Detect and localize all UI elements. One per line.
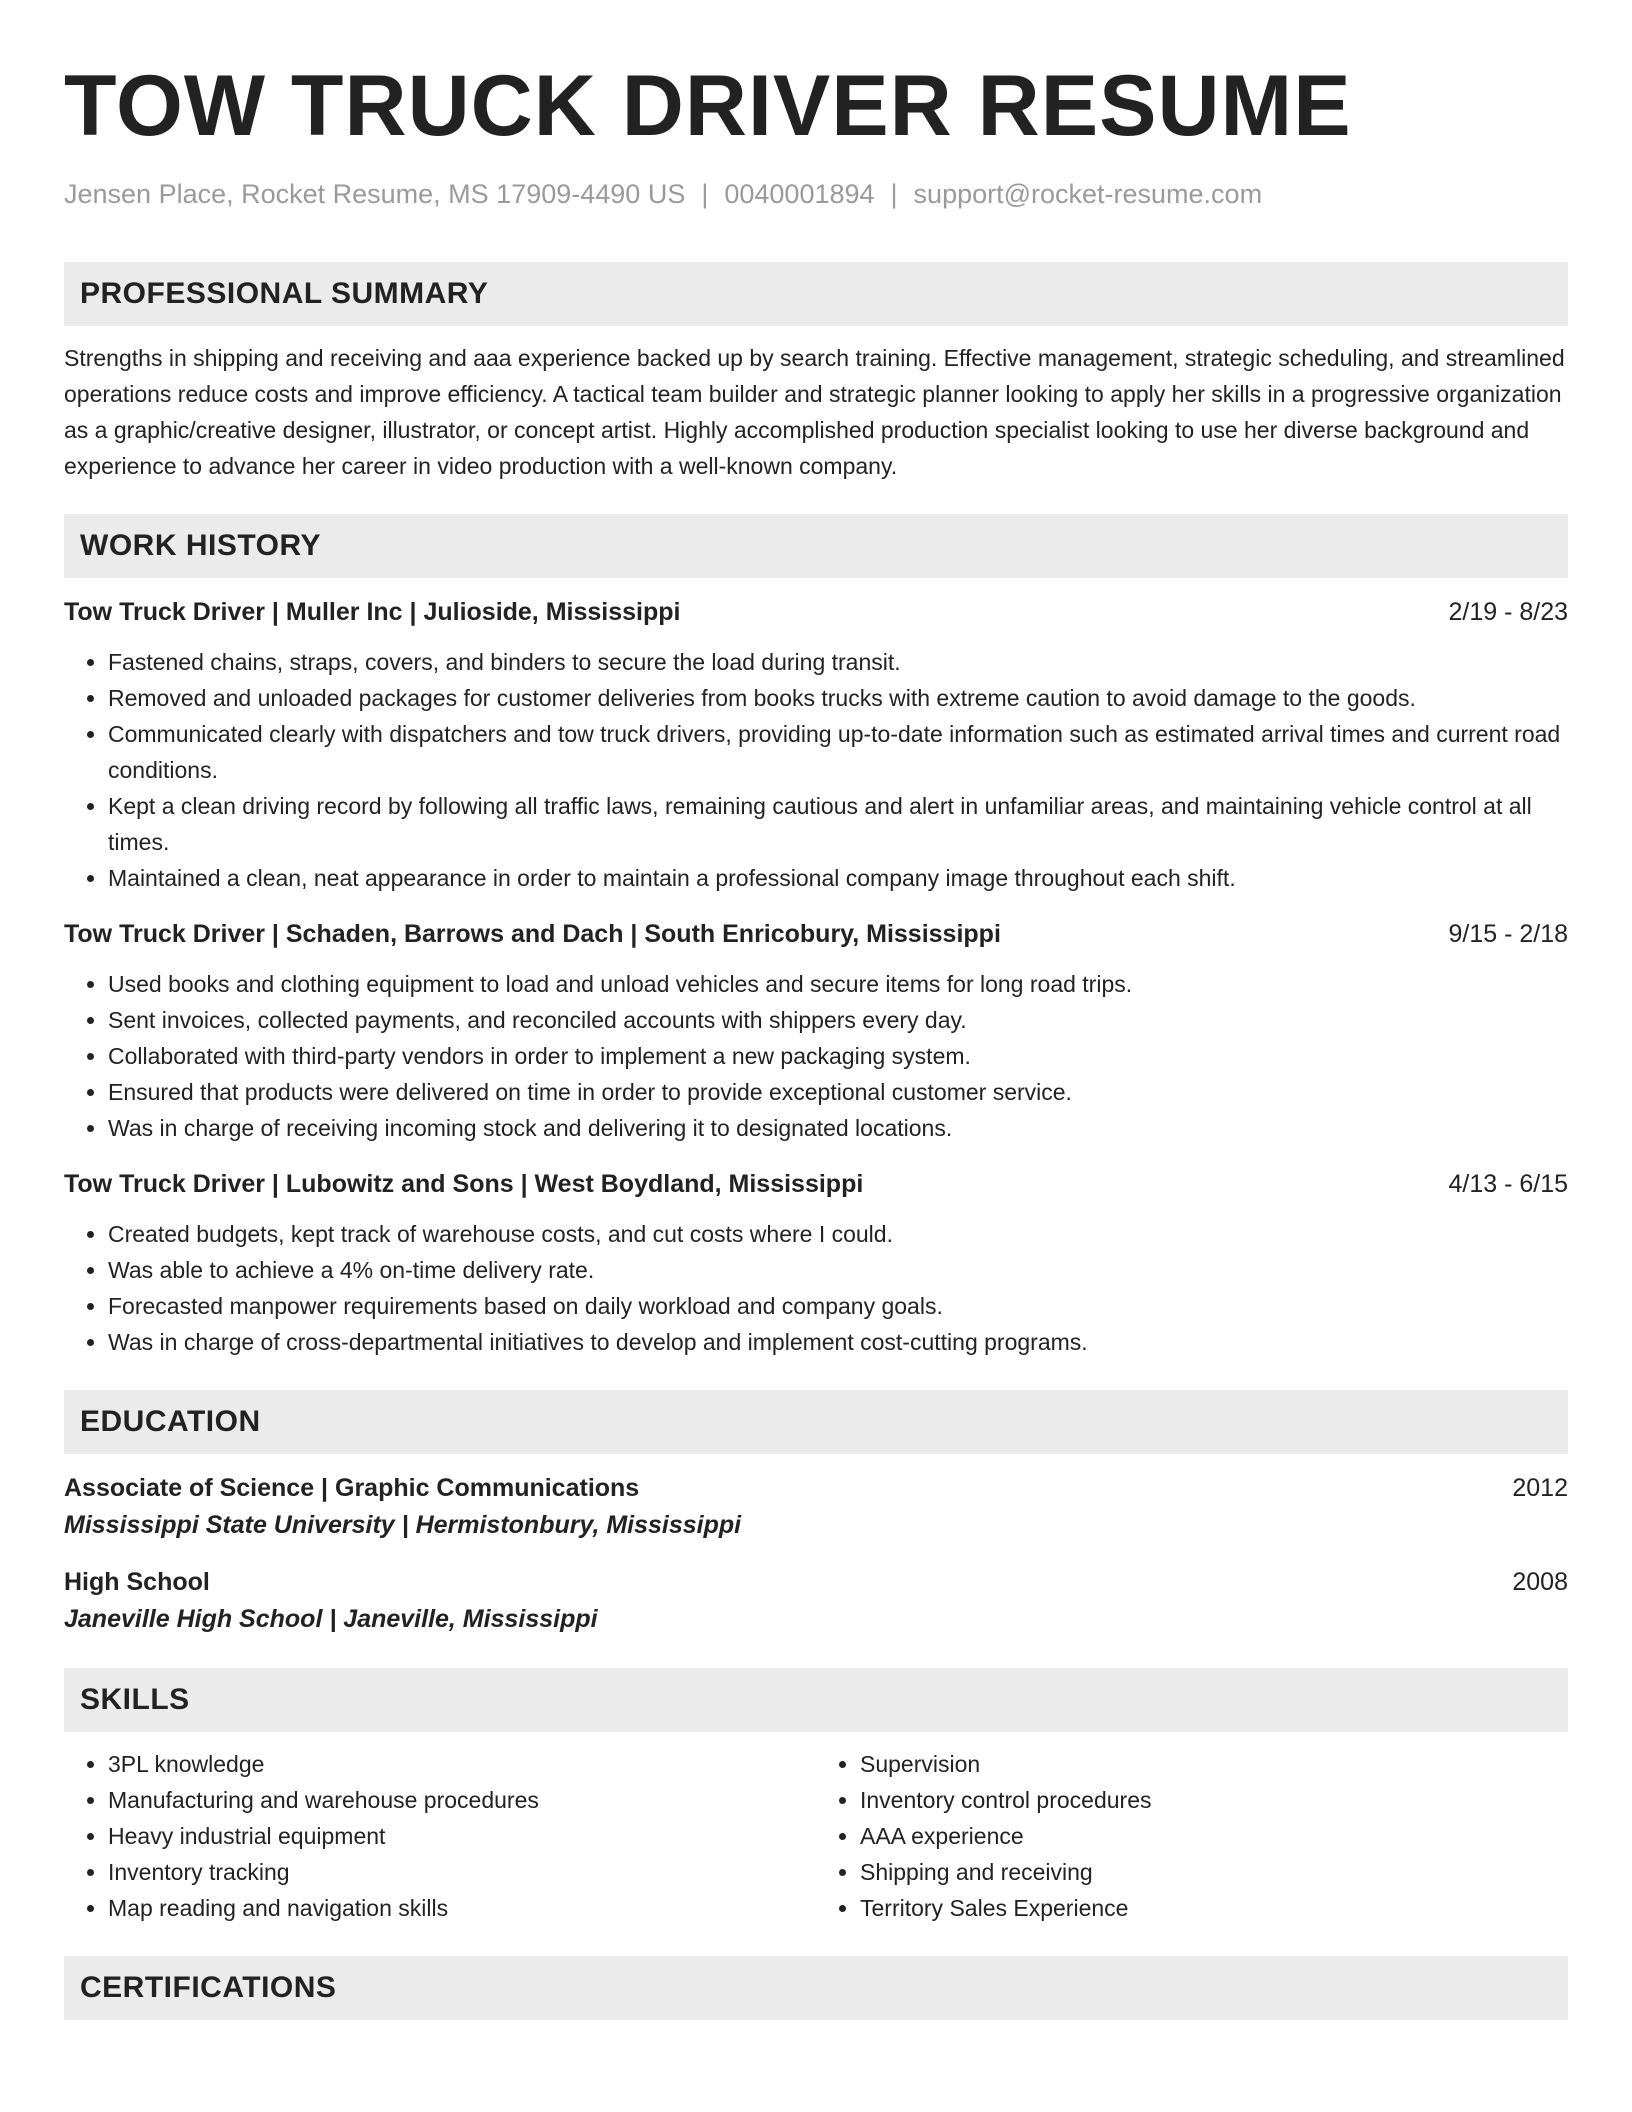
job-bullet: • Kept a clean driving record by following all traffic laws, remaining cautious and alert in unfamiliar areas, and maintaining vehicle control at all times. <box>108 788 1568 860</box>
skill-item: • 3PL knowledge <box>108 1746 816 1782</box>
skill-item: • Supervision <box>860 1746 1568 1782</box>
job-bullet: • Created budgets, kept track of warehouse costs, and cut costs where I could. <box>108 1216 1568 1252</box>
contact-separator: | <box>890 179 898 209</box>
section-heading-skills: SKILLS <box>64 1668 1568 1732</box>
job-bullet: • Collaborated with third-party vendors in order to implement a new packaging system. <box>108 1038 1568 1074</box>
skill-item: • Territory Sales Experience <box>860 1890 1568 1926</box>
skill-item: • Shipping and receiving <box>860 1854 1568 1890</box>
job-title: Tow Truck Driver | Muller Inc | Julioside, Mississippi <box>64 598 681 626</box>
contact-phone: 0040001894 <box>724 179 875 209</box>
job-bullet: • Ensured that products were delivered on time in order to provide exceptional customer service. <box>108 1074 1568 1110</box>
skill-item: • Heavy industrial equipment <box>108 1818 816 1854</box>
job-dates: 2/19 - 8/23 <box>1448 598 1568 626</box>
job-bullet: • Forecasted manpower requirements based on daily workload and company goals. <box>108 1288 1568 1324</box>
education-school: Mississippi State University | Hermistonbury, Mississippi <box>64 1511 742 1539</box>
section-heading-education: EDUCATION <box>64 1390 1568 1454</box>
summary-text: Strengths in shipping and receiving and aaa experience backed up by search training. Effective management, strategic scheduling, and streamlined operations reduce costs and improve efficiency. A tactical team builder and strategic planner looking to apply her skills in a progressive organization as a graphic/creative designer, illustrator, or concept artist. Highly accomplished production specialist looking to use her diverse background and experience to advance her career in video production with a well-known company. <box>64 345 1565 479</box>
job-bullets <box>64 966 1568 1146</box>
job-title: Tow Truck Driver | Schaden, Barrows and Dach | South Enricobury, Mississippi <box>64 920 1001 948</box>
section-heading-summary: PROFESSIONAL SUMMARY <box>64 262 1568 326</box>
education-school: Janeville High School | Janeville, Mississippi <box>64 1605 598 1633</box>
contact-address: Jensen Place, Rocket Resume, MS 17909-4490 US <box>64 179 686 209</box>
skill-item: • Inventory tracking <box>108 1854 816 1890</box>
job-bullet: • Sent invoices, collected payments, and reconciled accounts with shippers every day. <box>108 1002 1568 1038</box>
education-entry <box>64 1564 1568 1638</box>
skill-item: • Manufacturing and warehouse procedures <box>108 1782 816 1818</box>
job-bullet: • Used books and clothing equipment to load and unload vehicles and secure items for long road trips. <box>108 966 1568 1002</box>
contact-email[interactable]: support@rocket-resume.com <box>913 179 1263 209</box>
education-year: 2008 <box>1512 1568 1568 1596</box>
job-bullets <box>64 644 1568 896</box>
skills-list-right <box>816 1746 1568 1926</box>
job-bullet: • Was in charge of cross-departmental initiatives to develop and implement cost-cutting programs. <box>108 1324 1568 1360</box>
education-degree: Associate of Science | Graphic Communications <box>64 1474 640 1502</box>
job-bullet: • Maintained a clean, neat appearance in order to maintain a professional company image throughout each shift. <box>108 860 1568 896</box>
skills-columns <box>64 1746 1568 1926</box>
job-bullets <box>64 1216 1568 1360</box>
resume-title: TOW TRUCK DRIVER RESUME <box>64 58 1352 154</box>
section-heading-certifications: CERTIFICATIONS <box>64 1956 1568 2020</box>
job-bullet: • Communicated clearly with dispatchers and tow truck drivers, providing up-to-date information such as estimated arrival times and current road conditions. <box>108 716 1568 788</box>
job-bullet: • Fastened chains, straps, covers, and binders to secure the load during transit. <box>108 644 1568 680</box>
education-year: 2012 <box>1512 1474 1568 1502</box>
job-entry <box>64 594 1568 896</box>
job-bullet: • Removed and unloaded packages for customer deliveries from books trucks with extreme caution to avoid damage to the goods. <box>108 680 1568 716</box>
education-entry <box>64 1470 1568 1544</box>
job-entry <box>64 1166 1568 1360</box>
job-bullet: • Was in charge of receiving incoming stock and delivering it to designated locations. <box>108 1110 1568 1146</box>
skill-item: • Inventory control procedures <box>860 1782 1568 1818</box>
job-dates: 9/15 - 2/18 <box>1448 920 1568 948</box>
contact-separator: | <box>701 179 709 209</box>
job-entry <box>64 916 1568 1146</box>
skills-list-left <box>64 1746 816 1926</box>
education-degree: High School <box>64 1568 210 1596</box>
job-dates: 4/13 - 6/15 <box>1448 1170 1568 1198</box>
skill-item: • Map reading and navigation skills <box>108 1890 816 1926</box>
job-bullet: • Was able to achieve a 4% on-time delivery rate. <box>108 1252 1568 1288</box>
section-heading-work: WORK HISTORY <box>64 514 1568 578</box>
skill-item: • AAA experience <box>860 1818 1568 1854</box>
contact-line <box>64 176 1568 212</box>
job-title: Tow Truck Driver | Lubowitz and Sons | West Boydland, Mississippi <box>64 1170 864 1198</box>
